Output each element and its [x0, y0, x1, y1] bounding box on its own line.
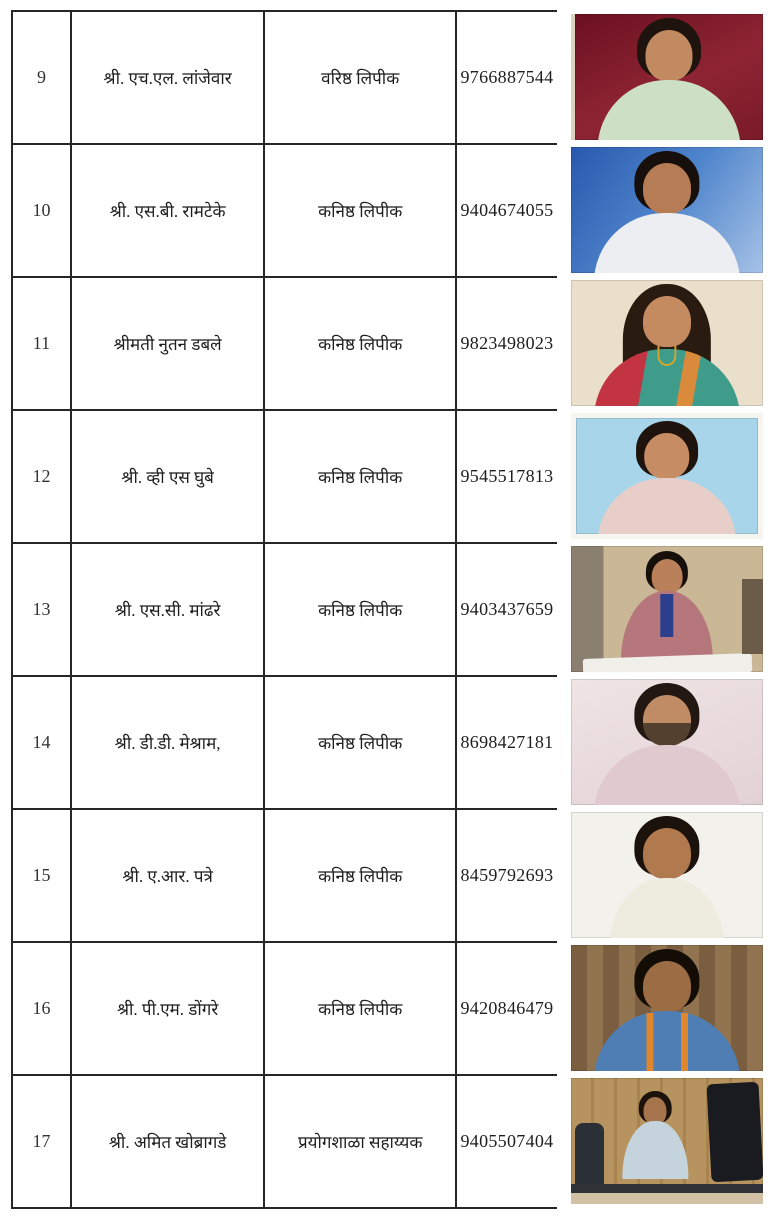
photo-face-shape — [643, 828, 691, 878]
photo-face-shape — [643, 163, 691, 213]
employee-photo — [571, 812, 763, 938]
employee-name: श्रीमती नुतन डबले — [71, 277, 265, 410]
employee-name: श्री. ए.आर. पत्रे — [71, 809, 265, 942]
employee-photo — [571, 546, 763, 672]
phone-number: 9405507404 — [456, 1075, 557, 1208]
photo-accessory-shape — [638, 1013, 696, 1071]
designation: कनिष्ठ लिपीक — [264, 277, 456, 410]
employee-photo — [571, 280, 763, 406]
table-row — [12, 11, 767, 144]
photo-cell — [557, 11, 767, 144]
photo-cell — [557, 1075, 767, 1208]
serial-number: 10 — [12, 144, 71, 277]
photo-accessory-shape — [660, 594, 673, 637]
designation: प्रयोगशाळा सहाय्यक — [264, 1075, 456, 1208]
photo-torso-shape — [598, 478, 736, 539]
photo-torso-shape — [594, 745, 740, 805]
phone-number: 9420846479 — [456, 942, 557, 1075]
serial-number: 9 — [12, 11, 71, 144]
photo-cell — [557, 676, 767, 809]
designation: कनिष्ठ लिपीक — [264, 543, 456, 676]
table-row — [12, 144, 767, 277]
phone-number: 9404674055 — [456, 144, 557, 277]
designation: वरिष्ठ लिपीक — [264, 11, 456, 144]
table-row — [12, 809, 767, 942]
photo-cell — [557, 410, 767, 543]
employee-name: श्री. डी.डी. मेश्राम, — [71, 676, 265, 809]
employee-photo — [571, 147, 763, 273]
table-row — [12, 676, 767, 809]
designation: कनिष्ठ लिपीक — [264, 410, 456, 543]
employee-name: श्री. एस.बी. रामटेके — [71, 144, 265, 277]
phone-number: 9823498023 — [456, 277, 557, 410]
employee-name: श्री. पी.एम. डोंगरे — [71, 942, 265, 1075]
designation: कनिष्ठ लिपीक — [264, 676, 456, 809]
phone-number: 9766887544 — [456, 11, 557, 144]
employee-name: श्री. एस.सी. मांढरे — [71, 543, 265, 676]
serial-number: 17 — [12, 1075, 71, 1208]
serial-number: 16 — [12, 942, 71, 1075]
employee-name: श्री. एच.एल. लांजेवार — [71, 11, 265, 144]
photo-cell — [557, 809, 767, 942]
photo-face-shape — [643, 961, 691, 1011]
photo-face-shape — [645, 30, 692, 80]
photo-cell — [557, 277, 767, 410]
table-row — [12, 410, 767, 543]
table-row — [12, 942, 767, 1075]
photo-prop-shape — [707, 1082, 763, 1183]
table-row — [12, 277, 767, 410]
photo-cell — [557, 144, 767, 277]
employee-photo — [571, 413, 763, 539]
staff-directory-table — [11, 10, 768, 1209]
photo-torso-shape — [623, 1121, 688, 1179]
table-row — [12, 543, 767, 676]
phone-number: 8459792693 — [456, 809, 557, 942]
phone-number: 9545517813 — [456, 410, 557, 543]
photo-prop-shape — [742, 579, 763, 655]
photo-cell — [557, 942, 767, 1075]
employee-name: श्री. व्ही एस घुबे — [71, 410, 265, 543]
designation: कनिष्ठ लिपीक — [264, 809, 456, 942]
photo-cell — [557, 543, 767, 676]
photo-face-shape — [652, 559, 683, 594]
employee-photo — [571, 14, 763, 140]
photo-face-shape — [643, 296, 691, 346]
phone-number: 9403437659 — [456, 543, 557, 676]
photo-torso-shape — [594, 213, 740, 273]
serial-number: 15 — [12, 809, 71, 942]
employee-photo — [571, 945, 763, 1071]
designation: कनिष्ठ लिपीक — [264, 144, 456, 277]
table-row — [12, 1075, 767, 1208]
photo-face-shape — [644, 433, 690, 479]
phone-number: 8698427181 — [456, 676, 557, 809]
serial-number: 12 — [12, 410, 71, 543]
employee-name: श्री. अमित खोब्रागडे — [71, 1075, 265, 1208]
designation: कनिष्ठ लिपीक — [264, 942, 456, 1075]
employee-photo — [571, 1078, 763, 1204]
photo-prop-shape — [571, 1184, 763, 1204]
employee-photo — [571, 679, 763, 805]
photo-torso-shape — [598, 80, 741, 140]
photo-torso-shape — [609, 878, 724, 938]
serial-number: 14 — [12, 676, 71, 809]
photo-face-shape — [643, 695, 691, 745]
serial-number: 11 — [12, 277, 71, 410]
photo-prop-shape — [582, 653, 752, 672]
serial-number: 13 — [12, 543, 71, 676]
